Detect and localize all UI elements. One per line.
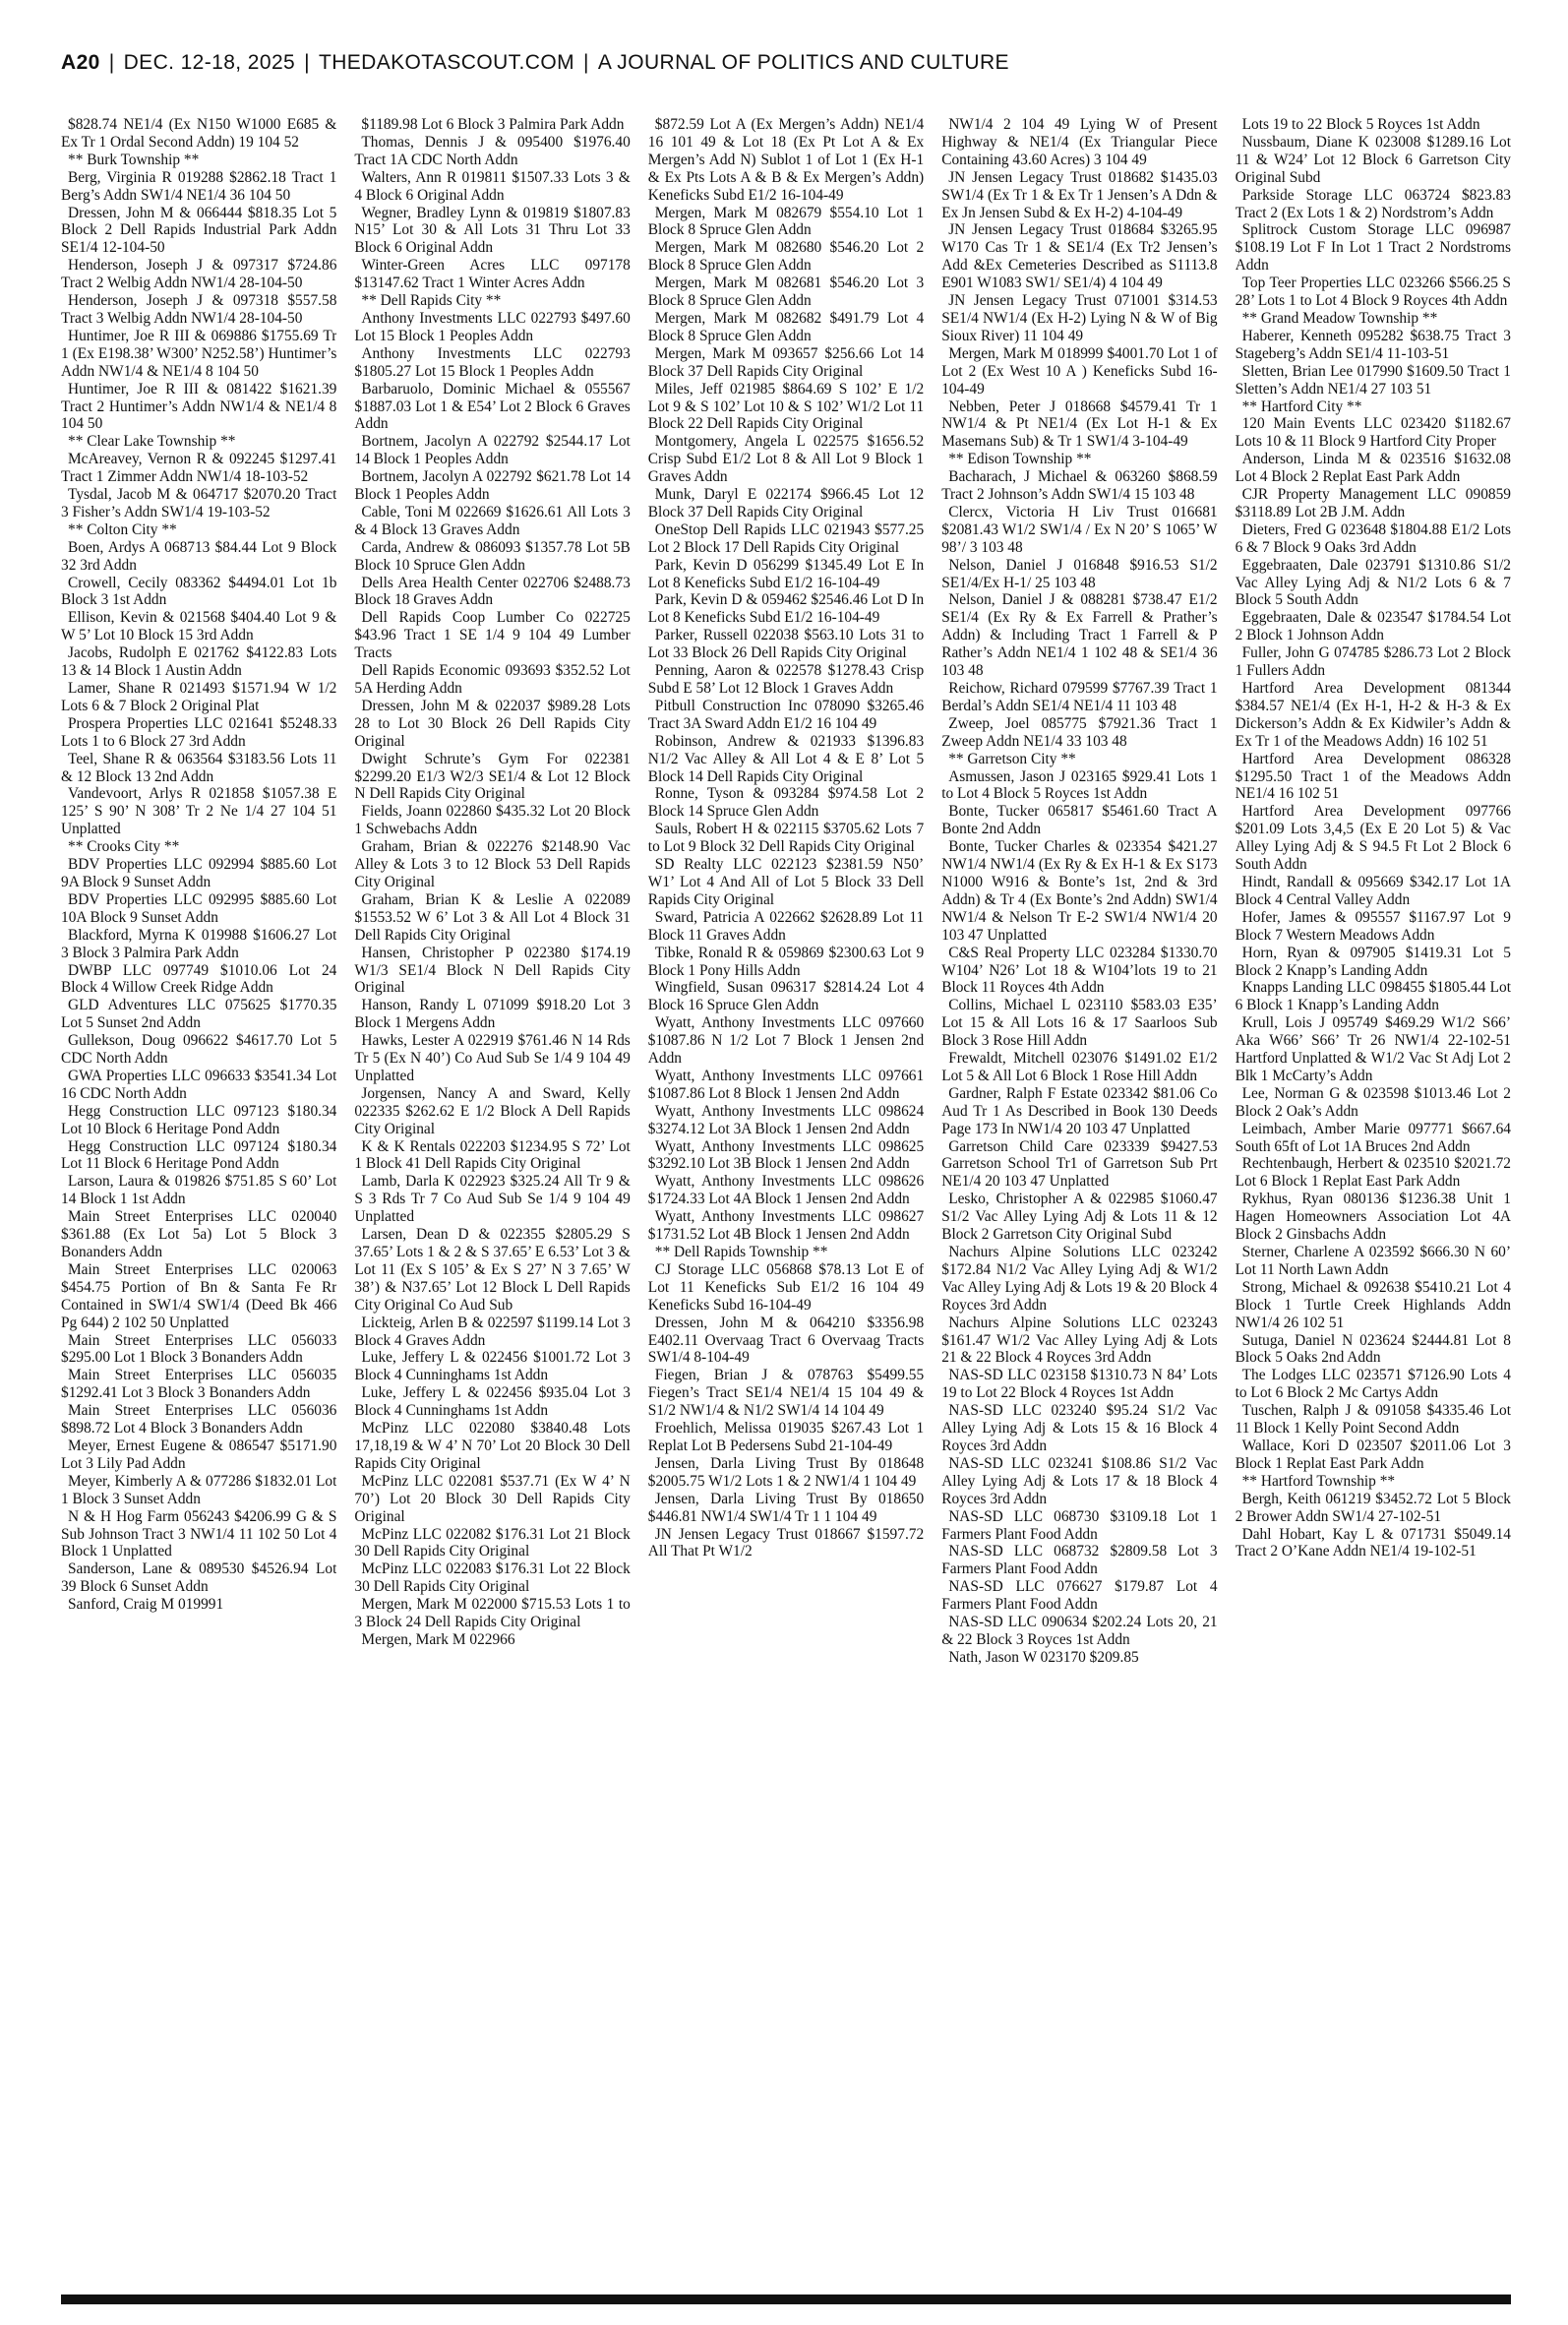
listing-entry: McPinz LLC 022080 $3840.48 Lots 17,18,19 & W 4’ N 70’ Lot 20 Block 30 Dell Rapids City Original bbox=[354, 1420, 631, 1472]
column-2 bbox=[354, 116, 630, 2281]
listing-entry: Lesko, Christopher A & 022985 $1060.47 S1/2 Vac Alley Lying Adj & Lots 11 & 12 Block 2 Garretson City Original Subd bbox=[941, 1191, 1218, 1244]
listing-entry: Hartford Area Development 097766 $201.09 Lots 3,4,5 (Ex E 20 Lot 5) & Vac Alley Lying Adj & S 94.5 Ft Lot 2 Block 6 South Addn bbox=[1235, 803, 1511, 874]
listing-entry: Clercx, Victoria H Liv Trust 016681 $2081.43 W1/2 SW1/4 / Ex N 20’ S 1065’ W 98’/ 3 103 48 bbox=[941, 503, 1218, 556]
site-name: THEDAKOTASCOUT.COM bbox=[318, 51, 574, 74]
listing-entry: Hartford Area Development 081344 $384.57 NE1/4 (Ex H-1, H-2 & H-3 & Ex Dickerson’s Addn & Ex Kidwiler’s Addn & Ex Tr 1 of the Meadows Addn) 16 102 51 bbox=[1235, 680, 1511, 750]
listing-entry: Lots 19 to 22 Block 5 Royces 1st Addn bbox=[1241, 116, 1480, 133]
listing-entry: Bonte, Tucker 065817 $5461.60 Tract A Bonte 2nd Addn bbox=[941, 803, 1218, 838]
listing-entry: The Lodges LLC 023571 $7126.90 Lots 4 to Lot 6 Block 2 Mc Cartys Addn bbox=[1235, 1367, 1511, 1402]
section-heading: ** Clear Lake Township ** bbox=[68, 433, 236, 451]
listing-entry: BDV Properties LLC 092995 $885.60 Lot 10A Block 9 Sunset Addn bbox=[61, 890, 337, 926]
listing-entry: SD Realty LLC 022123 $2381.59 N50’ W1’ Lot 4 And All of Lot 5 Block 33 Dell Rapids City Original bbox=[647, 856, 925, 908]
listing-entry: Wyatt, Anthony Investments LLC 098627 $1731.52 Lot 4B Block 1 Jensen 2nd Addn bbox=[647, 1208, 925, 1244]
listing-entry: Walters, Ann R 019811 $1507.33 Lots 3 & 4 Block 6 Original Addn bbox=[354, 168, 631, 204]
listing-entry: Main Street Enterprises LLC 020063 $454.75 Portion of Bn & Santa Fe Rr Contained in SW1/4 SW1/4 (Deed Bk 466 Pg 644) 2 102 50 Unplatted bbox=[61, 1260, 337, 1331]
masthead-separator: | bbox=[304, 51, 310, 74]
section-heading: ** Colton City ** bbox=[68, 520, 177, 538]
listing-entry: Mergen, Mark M 093657 $256.66 Lot 14 Block 37 Dell Rapids City Original bbox=[647, 344, 925, 380]
listing-entry: Berg, Virginia R 019288 $2862.18 Tract 1 Berg’s Addn SW1/4 NE1/4 36 104 50 bbox=[61, 168, 337, 204]
listing-entry: Nussbaum, Diane K 023008 $1289.16 Lot 11 & W24’ Lot 12 Block 6 Garretson City Original Subd bbox=[1235, 133, 1511, 186]
listing-entry: Main Street Enterprises LLC 056035 $1292.41 Lot 3 Block 3 Bonanders Addn bbox=[61, 1367, 337, 1402]
issue-date: DEC. 12-18, 2025 bbox=[123, 51, 296, 74]
section-heading: ** Hartford Township ** bbox=[1241, 1472, 1396, 1490]
listing-entry: Main Street Enterprises LLC 020040 $361.88 (Ex Lot 5a) Lot 5 Block 3 Bonanders Addn bbox=[61, 1208, 337, 1260]
section-heading: ** Crooks City ** bbox=[68, 838, 180, 856]
listing-entry: $1189.98 Lot 6 Block 3 Palmira Park Addn bbox=[361, 116, 625, 133]
listing-entry: Bacharach, J Michael & 063260 $868.59 Tract 2 Johnson’s Addn SW1/4 15 103 48 bbox=[941, 468, 1218, 504]
listing-entry: Parkside Storage LLC 063724 $823.83 Tract 2 (Ex Lots 1 & 2) Nordstrom’s Addn bbox=[1235, 186, 1511, 221]
listing-entry: Graham, Brian K & Leslie A 022089 $1553.52 W 6’ Lot 3 & All Lot 4 Block 31 Dell Rapids City Original bbox=[354, 890, 631, 944]
listing-entry: Robinson, Andrew & 021933 $1396.83 N1/2 Vac Alley & All Lot 4 & E 8’ Lot 5 Block 14 Dell Rapids City Original bbox=[647, 732, 925, 785]
listing-entry: Mergen, Mark M 022000 $715.53 Lots 1 to 3 Block 24 Dell Rapids City Original bbox=[354, 1596, 631, 1631]
listing-entry: Anthony Investments LLC 022793 $497.60 Lot 15 Block 1 Peoples Addn bbox=[354, 309, 631, 344]
tagline: A JOURNAL OF POLITICS AND CULTURE bbox=[597, 51, 1009, 74]
column-5 bbox=[1236, 116, 1511, 2281]
listing-entry: NW1/4 2 104 49 Lying W of Present Highway & NE1/4 (Ex Triangular Piece Containing 43.60 Acres) 3 104 49 bbox=[941, 116, 1218, 168]
listing-entry: Dwight Schrute’s Gym For 022381 $2299.20 E1/3 W2/3 SE1/4 & Lot 12 Block N Dell Rapids City Original bbox=[354, 750, 631, 803]
listing-entry: Wyatt, Anthony Investments LLC 097661 $1087.86 Lot 8 Block 1 Jensen 2nd Addn bbox=[647, 1067, 925, 1102]
listing-entry: NAS-SD LLC 076627 $179.87 Lot 4 Farmers Plant Food Addn bbox=[941, 1578, 1218, 1614]
listing-entry: Jensen, Darla Living Trust By 018648 $2005.75 W1/2 Lots 1 & 2 NW1/4 1 104 49 bbox=[647, 1454, 925, 1490]
listing-entry: Barbaruolo, Dominic Michael & 055567 $1887.03 Lot 1 & E54’ Lot 2 Block 6 Graves Addn bbox=[354, 380, 631, 433]
listing-entry: Eggebraaten, Dale 023791 $1310.86 S1/2 Vac Alley Lying Adj & N1/2 Lots 6 & 7 Block 5 South Addn bbox=[1235, 556, 1511, 609]
listing-entry: Collins, Michael L 023110 $583.03 E35’ Lot 15 & All Lots 16 & 17 Saarloos Sub Block 3 Rose Hill Addn bbox=[941, 997, 1218, 1050]
listing-entry: Mergen, Mark M 022966 bbox=[361, 1630, 515, 1648]
listing-entry: Main Street Enterprises LLC 056033 $295.00 Lot 1 Block 3 Bonanders Addn bbox=[61, 1331, 337, 1367]
listing-entry: Lickteig, Arlen B & 022597 $1199.14 Lot 3 Block 4 Graves Addn bbox=[354, 1314, 631, 1349]
listing-entry: Sanford, Craig M 019991 bbox=[68, 1596, 224, 1614]
listing-entry: Main Street Enterprises LLC 056036 $898.72 Lot 4 Block 3 Bonanders Addn bbox=[61, 1402, 337, 1438]
listing-entry: Vandevoort, Arlys R 021858 $1057.38 E 125’ S 90’ N 308’ Tr 2 Ne 1/4 27 104 51 Unplatted bbox=[61, 785, 337, 838]
listing-entry: Asmussen, Jason J 023165 $929.41 Lots 1 to Lot 4 Block 5 Royces 1st Addn bbox=[941, 767, 1218, 803]
section-heading: ** Hartford City ** bbox=[1241, 398, 1362, 415]
listing-entry: NAS-SD LLC 068730 $3109.18 Lot 1 Farmers Plant Food Addn bbox=[941, 1507, 1218, 1543]
listing-entry: K & K Rentals 022203 $1234.95 S 72’ Lot 1 Block 41 Dell Rapids City Original bbox=[354, 1137, 631, 1173]
listing-entry: Pitbull Construction Inc 078090 $3265.46 Tract 3A Sward Addn E1/2 16 104 49 bbox=[647, 697, 925, 732]
listing-entry: Dell Rapids Coop Lumber Co 022725 $43.96 Tract 1 SE 1/4 9 104 49 Lumber Tracts bbox=[354, 609, 631, 662]
masthead bbox=[61, 51, 1517, 83]
listing-entry: Fuller, John G 074785 $286.73 Lot 2 Block 1 Fullers Addn bbox=[1235, 644, 1511, 680]
listing-entry: Zweep, Joel 085775 $7921.36 Tract 1 Zweep Addn NE1/4 33 103 48 bbox=[941, 714, 1218, 750]
listing-entry: Hofer, James & 095557 $1167.97 Lot 9 Block 7 Western Meadows Addn bbox=[1235, 908, 1511, 944]
listing-entry: NAS-SD LLC 068732 $2809.58 Lot 3 Farmers Plant Food Addn bbox=[941, 1543, 1218, 1578]
listing-entry: Wingfield, Susan 096317 $2814.24 Lot 4 Block 16 Spruce Glen Addn bbox=[647, 979, 925, 1014]
masthead-separator: | bbox=[582, 51, 589, 74]
listing-entry: Tibke, Ronald R & 059869 $2300.63 Lot 9 Block 1 Pony Hills Addn bbox=[647, 944, 925, 979]
listing-entry: Rechtenbaugh, Herbert & 023510 $2021.72 Lot 6 Block 1 Replat East Park Addn bbox=[1235, 1155, 1511, 1191]
listing-entry: Hanson, Randy L 071099 $918.20 Lot 3 Block 1 Mergens Addn bbox=[354, 997, 631, 1032]
listing-entry: Dieters, Fred G 023648 $1804.88 E1/2 Lots 6 & 7 Block 9 Oaks 3rd Addn bbox=[1235, 520, 1511, 556]
listing-entry: JN Jensen Legacy Trust 018682 $1435.03 SW1/4 (Ex Tr 1 & Ex Tr 1 Jensen’s A Ddn & Ex Jn Jensen Subd & Ex H-2) 4-104-49 bbox=[941, 168, 1218, 221]
listing-entry: Bergh, Keith 061219 $3452.72 Lot 5 Block 2 Brower Addn SW1/4 27-102-51 bbox=[1235, 1490, 1511, 1525]
section-heading: ** Edison Township ** bbox=[948, 451, 1092, 468]
listing-entry: Sanderson, Lane & 089530 $4526.94 Lot 39 Block 6 Sunset Addn bbox=[61, 1560, 337, 1596]
listing-entry: Hawks, Lester A 022919 $761.46 N 14 Rds Tr 5 (Ex N 40’) Co Aud Sub Se 1/4 9 104 49 Unplatted bbox=[354, 1032, 631, 1084]
listing-entry: Montgomery, Angela L 022575 $1656.52 Crisp Subd E1/2 Lot 8 & All Lot 9 Block 1 Graves Addn bbox=[647, 433, 925, 486]
listing-entry: Bonte, Tucker Charles & 023354 $421.27 NW1/4 NW1/4 (Ex Ry & Ex H-1 & Ex S173 N1000 W916 & Bonte’s 1st, 2nd & 3rd Addn) & Tr 4 (Ex Bonte’s 2nd Addn) SW1/4 NW1/4 & Nelson Tr E-2 SW1/4 NW1/4 20 103 47 Unplatted bbox=[941, 838, 1218, 944]
listing-entry: Ellison, Kevin & 021568 $404.40 Lot 9 & W 5’ Lot 10 Block 15 3rd Addn bbox=[61, 609, 337, 644]
legal-notice-columns bbox=[61, 116, 1511, 2281]
listing-entry: Larsen, Dean D & 022355 $2805.29 S 37.65’ Lots 1 & 2 & S 37.65’ E 6.53’ Lot 3 & Lot 11 (Ex S 105’ & Ex S 27’ N 3 7.65’ W 38’) & N37.65’ Lot 12 Block L Dell Rapids City Original Co Aud Sub bbox=[354, 1226, 631, 1314]
section-heading: ** Dell Rapids Township ** bbox=[654, 1244, 828, 1260]
listing-entry: Dressen, John M & 064210 $3356.98 E402.11 Overvaag Tract 6 Overvaag Tracts SW1/4 8-104-49 bbox=[647, 1314, 925, 1367]
section-heading: ** Burk Township ** bbox=[68, 151, 200, 168]
column-4 bbox=[941, 116, 1217, 2281]
listing-entry: Mergen, Mark M 082682 $491.79 Lot 4 Block 8 Spruce Glen Addn bbox=[647, 309, 925, 344]
listing-entry: Froehlich, Melissa 019035 $267.43 Lot 1 Replat Lot B Pedersens Subd 21-104-49 bbox=[647, 1420, 925, 1454]
listing-entry: Dell Rapids Economic 093693 $352.52 Lot 5A Herding Addn bbox=[354, 662, 631, 697]
listing-entry: Anthony Investments LLC 022793 $1805.27 Lot 15 Block 1 Peoples Addn bbox=[354, 344, 631, 380]
listing-entry: Winter-Green Acres LLC 097178 $13147.62 Tract 1 Winter Acres Addn bbox=[354, 257, 631, 292]
listing-entry: Wyatt, Anthony Investments LLC 098626 $1724.33 Lot 4A Block 1 Jensen 2nd Addn bbox=[647, 1173, 925, 1208]
column-3 bbox=[648, 116, 924, 2281]
listing-entry: NAS-SD LLC 023240 $95.24 S1/2 Vac Alley Lying Adj & Lots 15 & 16 Block 4 Royces 3rd Addn bbox=[941, 1402, 1218, 1454]
listing-entry: Meyer, Kimberly A & 077286 $1832.01 Lot 1 Block 3 Sunset Addn bbox=[61, 1472, 337, 1507]
listing-entry: DWBP LLC 097749 $1010.06 Lot 24 Block 4 Willow Creek Ridge Addn bbox=[61, 961, 337, 997]
listing-entry: N & H Hog Farm 056243 $4206.99 G & S Sub Johnson Tract 3 NW1/4 11 102 50 Lot 4 Block 1 Unplatted bbox=[61, 1507, 337, 1560]
listing-entry: Parker, Russell 022038 $563.10 Lots 31 to Lot 33 Block 26 Dell Rapids City Original bbox=[647, 627, 925, 662]
section-heading: ** Garretson City ** bbox=[948, 750, 1076, 767]
bottom-rule bbox=[61, 2294, 1511, 2304]
listing-entry: OneStop Dell Rapids LLC 021943 $577.25 Lot 2 Block 17 Dell Rapids City Original bbox=[647, 520, 925, 556]
listing-entry: NAS-SD LLC 023241 $108.86 S1/2 Vac Alley Lying Adj & Lots 17 & 18 Block 4 Royces 3rd Addn bbox=[941, 1454, 1218, 1507]
listing-entry: Leimbach, Amber Marie 097771 $667.64 South 65ft of Lot 1A Bruces 2nd Addn bbox=[1235, 1120, 1511, 1155]
listing-entry: Mergen, Mark M 082681 $546.20 Lot 3 Block 8 Spruce Glen Addn bbox=[647, 275, 925, 310]
listing-entry: Mergen, Mark M 082679 $554.10 Lot 1 Block 8 Spruce Glen Addn bbox=[647, 204, 925, 239]
listing-entry: JN Jensen Legacy Trust 071001 $314.53 SE1/4 NW1/4 (Ex H-2) Lying N & W of Big Sioux River) 11 104 49 bbox=[941, 292, 1218, 344]
listing-entry: GLD Adventures LLC 075625 $1770.35 Lot 5 Sunset 2nd Addn bbox=[61, 997, 337, 1032]
listing-entry: Luke, Jeffery L & 022456 $1001.72 Lot 3 Block 4 Cunninghams 1st Addn bbox=[354, 1349, 631, 1384]
listing-entry: Krull, Lois J 095749 $469.29 W1/2 S66’ Aka W66’ S66’ Tr 26 NW1/4 22-102-51 Hartford Unplatted & W1/2 Vac St Adj Lot 2 Blk 1 McCarty’s Addn bbox=[1235, 1014, 1511, 1084]
listing-entry: Anderson, Linda M & 023516 $1632.08 Lot 4 Block 2 Replat East Park Addn bbox=[1235, 451, 1511, 486]
listing-entry: $828.74 NE1/4 (Ex N150 W1000 E685 & Ex Tr 1 Ordal Second Addn) 19 104 52 bbox=[61, 116, 337, 151]
listing-entry: McPinz LLC 022082 $176.31 Lot 21 Block 30 Dell Rapids City Original bbox=[354, 1525, 631, 1560]
listing-entry: Tysdal, Jacob M & 064717 $2070.20 Tract 3 Fisher’s Addn SW1/4 19-103-52 bbox=[61, 486, 337, 520]
listing-entry: Hansen, Christopher P 022380 $174.19 W1/3 SE1/4 Block N Dell Rapids City Original bbox=[354, 944, 631, 997]
listing-entry: Huntimer, Joe R III & 069886 $1755.69 Tr 1 (Ex E198.38’ W300’ N252.58’) Huntimer’s Addn NW1/4 & NE1/4 8 104 50 bbox=[61, 327, 337, 380]
listing-entry: JN Jensen Legacy Trust 018684 $3265.95 W170 Cas Tr 1 & SE1/4 (Ex Tr2 Jensen’s Add &Ex Cemeteries Described as S1113.8 E901 W1083 SW1/ SE1/4) 4 104 49 bbox=[941, 221, 1218, 292]
listing-entry: CJ Storage LLC 056868 $78.13 Lot E of Lot 11 Keneficks Sub E1/2 16 104 49 Keneficks Subd 16-104-49 bbox=[647, 1260, 925, 1314]
listing-entry: NAS-SD LLC 023158 $1310.73 N 84’ Lots 19 to Lot 22 Block 4 Royces 1st Addn bbox=[941, 1367, 1218, 1402]
listing-entry: Knapps Landing LLC 098455 $1805.44 Lot 6 Block 1 Knapp’s Landing Addn bbox=[1235, 979, 1511, 1014]
listing-entry: Meyer, Ernest Eugene & 086547 $5171.90 Lot 3 Lily Pad Addn bbox=[61, 1437, 337, 1472]
listing-entry: Nelson, Daniel J & 088281 $738.47 E1/2 SE1/4 (Ex Ry & Ex Farrell & Prather’s Addn) & Including Tract 1 Farrell & P Rather’s Addn NE1/4 1 102 48 & SE1/4 36 103 48 bbox=[941, 591, 1218, 680]
listing-entry: Prospera Properties LLC 021641 $5248.33 Lots 1 to 6 Block 27 3rd Addn bbox=[61, 714, 337, 750]
listing-entry: NAS-SD LLC 090634 $202.24 Lots 20, 21 & 22 Block 3 Royces 1st Addn bbox=[941, 1614, 1218, 1648]
column-1 bbox=[61, 116, 336, 2281]
listing-entry: McAreavey, Vernon R & 092245 $1297.41 Tract 1 Zimmer Addn NW1/4 18-103-52 bbox=[61, 451, 337, 486]
listing-entry: GWA Properties LLC 096633 $3541.34 Lot 16 CDC North Addn bbox=[61, 1067, 337, 1102]
listing-entry: Fiegen, Brian J & 078763 $5499.55 Fiegen’s Tract SE1/4 NE1/4 15 104 49 & S1/2 NW1/4 & N1/2 SW1/4 14 104 49 bbox=[647, 1367, 925, 1420]
listing-entry: Sward, Patricia A 022662 $2628.89 Lot 11 Block 11 Graves Addn bbox=[647, 908, 925, 944]
listing-entry: McPinz LLC 022083 $176.31 Lot 22 Block 30 Dell Rapids City Original bbox=[354, 1560, 631, 1596]
listing-entry: Cable, Toni M 022669 $1626.61 All Lots 3 & 4 Block 13 Graves Addn bbox=[354, 503, 631, 538]
listing-entry: Strong, Michael & 092638 $5410.21 Lot 4 Block 1 Turtle Creek Highlands Addn NW1/4 26 102 51 bbox=[1235, 1278, 1511, 1331]
listing-entry: Hindt, Randall & 095669 $342.17 Lot 1A Block 4 Central Valley Addn bbox=[1235, 873, 1511, 908]
listing-entry: Park, Kevin D 056299 $1345.49 Lot E In Lot 8 Keneficks Subd E1/2 16-104-49 bbox=[647, 556, 925, 591]
section-heading: ** Dell Rapids City ** bbox=[361, 292, 502, 310]
listing-entry: Dressen, John M & 022037 $989.28 Lots 28 to Lot 30 Block 26 Dell Rapids City Original bbox=[354, 697, 631, 750]
listing-entry: Lamer, Shane R 021493 $1571.94 W 1/2 Lots 6 & 7 Block 2 Original Plat bbox=[61, 680, 337, 714]
listing-entry: Rykhus, Ryan 080136 $1236.38 Unit 1 Hagen Homeowners Association Lot 4A Block 2 Ginsbachs Addn bbox=[1235, 1191, 1511, 1244]
listing-entry: Top Teer Properties LLC 023266 $566.25 S 28’ Lots 1 to Lot 4 Block 9 Royces 4th Addn bbox=[1235, 275, 1511, 310]
listing-entry: Larson, Laura & 019826 $751.85 S 60’ Lot 14 Block 1 1st Addn bbox=[61, 1173, 337, 1208]
listing-entry: Dells Area Health Center 022706 $2488.73 Block 18 Graves Addn bbox=[354, 574, 631, 609]
listing-entry: Carda, Andrew & 086093 $1357.78 Lot 5B Block 10 Spruce Glen Addn bbox=[354, 538, 631, 574]
page-number: A20 bbox=[61, 51, 100, 74]
listing-entry: Wallace, Kori D 023507 $2011.06 Lot 3 Block 1 Replat East Park Addn bbox=[1235, 1437, 1511, 1472]
listing-entry: Mergen, Mark M 082680 $546.20 Lot 2 Block 8 Spruce Glen Addn bbox=[647, 239, 925, 275]
listing-entry: Henderson, Joseph J & 097318 $557.58 Tract 3 Welbig Addn NW1/4 28-104-50 bbox=[61, 292, 337, 327]
listing-entry: Jacobs, Rudolph E 021762 $4122.83 Lots 13 & 14 Block 1 Austin Addn bbox=[61, 644, 337, 680]
listing-entry: Nachurs Alpine Solutions LLC 023242 $172.84 N1/2 Vac Alley Lying Adj & W1/2 Vac Alley Lying Adj & Lots 19 & 20 Block 4 Royces 3rd Addn bbox=[941, 1244, 1218, 1314]
listing-entry: Horn, Ryan & 097905 $1419.31 Lot 5 Block 2 Knapp’s Landing Addn bbox=[1235, 944, 1511, 979]
listing-entry: Sterner, Charlene A 023592 $666.30 N 60’ Lot 11 North Lawn Addn bbox=[1235, 1244, 1511, 1278]
listing-entry: Graham, Brian & 022276 $2148.90 Vac Alley & Lots 3 to 12 Block 53 Dell Rapids City Original bbox=[354, 838, 631, 890]
listing-entry: Frewaldt, Mitchell 023076 $1491.02 E1/2 Lot 5 & All Lot 6 Block 1 Rose Hill Addn bbox=[941, 1050, 1218, 1084]
listing-entry: Blackford, Myrna K 019988 $1606.27 Lot 3 Block 3 Palmira Park Addn bbox=[61, 926, 337, 961]
listing-entry: Boen, Ardys A 068713 $84.44 Lot 9 Block 32 3rd Addn bbox=[61, 538, 337, 574]
listing-entry: Hegg Construction LLC 097123 $180.34 Lot 10 Block 6 Heritage Pond Addn bbox=[61, 1102, 337, 1137]
listing-entry: Crowell, Cecily 083362 $4494.01 Lot 1b Block 3 1st Addn bbox=[61, 574, 337, 609]
listing-entry: Nelson, Daniel J 016848 $916.53 S1/2 SE1/4/Ex H-1/ 25 103 48 bbox=[941, 556, 1218, 591]
listing-entry: Dahl Hobart, Kay L & 071731 $5049.14 Tract 2 O’Kane Addn NE1/4 19-102-51 bbox=[1235, 1525, 1511, 1560]
listing-entry: Park, Kevin D & 059462 $2546.46 Lot D In Lot 8 Keneficks Subd E1/2 16-104-49 bbox=[647, 591, 925, 627]
listing-entry: Nath, Jason W 023170 $209.85 bbox=[948, 1648, 1139, 1666]
listing-entry: Tuschen, Ralph J & 091058 $4335.46 Lot 11 Block 1 Kelly Point Second Addn bbox=[1235, 1402, 1511, 1438]
listing-entry: JN Jensen Legacy Trust 018667 $1597.72 All That Pt W1/2 bbox=[647, 1525, 925, 1560]
listing-entry: Dressen, John M & 066444 $818.35 Lot 5 Block 2 Dell Rapids Industrial Park Addn SE1/4 12-104-50 bbox=[61, 204, 337, 257]
listing-entry: Sauls, Robert H & 022115 $3705.62 Lots 7 to Lot 9 Block 32 Dell Rapids City Original bbox=[647, 821, 925, 856]
listing-entry: Nachurs Alpine Solutions LLC 023243 $161.47 W1/2 Vac Alley Lying Adj & Lots 21 & 22 Block 4 Royces 3rd Addn bbox=[941, 1314, 1218, 1367]
listing-entry: Penning, Aaron & 022578 $1278.43 Crisp Subd E 58’ Lot 12 Block 1 Graves Addn bbox=[647, 662, 925, 697]
listing-entry: Huntimer, Joe R III & 081422 $1621.39 Tract 2 Huntimer’s Addn NW1/4 & NE1/4 8 104 50 bbox=[61, 380, 337, 433]
listing-entry: Luke, Jeffery L & 022456 $935.04 Lot 3 Block 4 Cunninghams 1st Addn bbox=[354, 1384, 631, 1420]
listing-entry: Thomas, Dennis J & 095400 $1976.40 Tract 1A CDC North Addn bbox=[354, 133, 631, 168]
masthead-separator: | bbox=[108, 51, 115, 74]
listing-entry: McPinz LLC 022081 $537.71 (Ex W 4’ N 70’) Lot 20 Block 30 Dell Rapids City Original bbox=[354, 1472, 631, 1525]
listing-entry: Eggebraaten, Dale & 023547 $1784.54 Lot 2 Block 1 Johnson Addn bbox=[1235, 609, 1511, 644]
listing-entry: Bortnem, Jacolyn A 022792 $2544.17 Lot 14 Block 1 Peoples Addn bbox=[354, 433, 631, 468]
listing-entry: Wyatt, Anthony Investments LLC 098624 $3274.12 Lot 3A Block 1 Jensen 2nd Addn bbox=[647, 1102, 925, 1137]
listing-entry: Haberer, Kenneth 095282 $638.75 Tract 3 Stageberg’s Addn SE1/4 11-103-51 bbox=[1235, 327, 1511, 362]
listing-entry: Jensen, Darla Living Trust By 018650 $446.81 NW1/4 SW1/4 Tr 1 1 104 49 bbox=[647, 1490, 925, 1525]
listing-entry: Splitrock Custom Storage LLC 096987 $108.19 Lot F In Lot 1 Tract 2 Nordstroms Addn bbox=[1235, 221, 1511, 275]
listing-entry: Gardner, Ralph F Estate 023342 $81.06 Co Aud Tr 1 As Described in Book 130 Deeds Page 173 In NW1/4 20 103 47 Unplatted bbox=[941, 1084, 1218, 1137]
listing-entry: CJR Property Management LLC 090859 $3118.89 Lot 2B J.M. Addn bbox=[1235, 486, 1511, 520]
listing-entry: Wegner, Bradley Lynn & 019819 $1807.83 N15’ Lot 30 & All Lots 31 Thru Lot 33 Block 6 Original Addn bbox=[354, 204, 631, 257]
listing-entry: Sletten, Brian Lee 017990 $1609.50 Tract 1 Sletten’s Addn NE1/4 27 103 51 bbox=[1235, 362, 1511, 398]
listing-entry: Gullekson, Doug 096622 $4617.70 Lot 5 CDC North Addn bbox=[61, 1032, 337, 1068]
listing-entry: Sutuga, Daniel N 023624 $2444.81 Lot 8 Block 5 Oaks 2nd Addn bbox=[1235, 1331, 1511, 1367]
listing-entry: Fields, Joann 022860 $435.32 Lot 20 Block 1 Schwebachs Addn bbox=[354, 803, 631, 838]
listing-entry: Ronne, Tyson & 093284 $974.58 Lot 2 Block 14 Spruce Glen Addn bbox=[647, 785, 925, 821]
listing-entry: C&S Real Property LLC 023284 $1330.70 W104’ N26’ Lot 18 & W104’lots 19 to 21 Block 11 Royces 4th Addn bbox=[941, 944, 1218, 997]
listing-entry: Mergen, Mark M 018999 $4001.70 Lot 1 of Lot 2 (Ex West 10 A ) Keneficks Subd 16-104-49 bbox=[941, 344, 1218, 398]
listing-entry: Miles, Jeff 021985 $864.69 S 102’ E 1/2 Lot 9 & S 102’ Lot 10 & S 102’ W1/2 Lot 11 Block 22 Dell Rapids City Original bbox=[647, 380, 925, 433]
listing-entry: Wyatt, Anthony Investments LLC 098625 $3292.10 Lot 3B Block 1 Jensen 2nd Addn bbox=[647, 1137, 925, 1173]
listing-entry: Hegg Construction LLC 097124 $180.34 Lot 11 Block 6 Heritage Pond Addn bbox=[61, 1137, 337, 1173]
listing-entry: Munk, Daryl E 022174 $966.45 Lot 12 Block 37 Dell Rapids City Original bbox=[647, 486, 925, 520]
listing-entry: Bortnem, Jacolyn A 022792 $621.78 Lot 14 Block 1 Peoples Addn bbox=[354, 468, 631, 504]
listing-entry: Hartford Area Development 086328 $1295.50 Tract 1 of the Meadows Addn NE1/4 16 102 51 bbox=[1235, 750, 1511, 803]
listing-entry: BDV Properties LLC 092994 $885.60 Lot 9A Block 9 Sunset Addn bbox=[61, 856, 337, 890]
section-heading: ** Grand Meadow Township ** bbox=[1241, 309, 1438, 327]
listing-entry: Lee, Norman G & 023598 $1013.46 Lot 2 Block 2 Oak’s Addn bbox=[1235, 1084, 1511, 1120]
listing-entry: Nebben, Peter J 018668 $4579.41 Tr 1 NW1/4 & Pt NE1/4 (Ex Lot H-1 & Ex Masemans Sub) & Tr 1 SW1/4 3-104-49 bbox=[941, 398, 1218, 451]
listing-entry: 120 Main Events LLC 023420 $1182.67 Lots 10 & 11 Block 9 Hartford City Proper bbox=[1235, 415, 1511, 451]
listing-entry: Teel, Shane R & 063564 $3183.56 Lots 11 & 12 Block 13 2nd Addn bbox=[61, 750, 337, 785]
listing-entry: Wyatt, Anthony Investments LLC 097660 $1087.86 N 1/2 Lot 7 Block 1 Jensen 2nd Addn bbox=[647, 1014, 925, 1068]
listing-entry: Reichow, Richard 079599 $7767.39 Tract 1 Berdal’s Addn SE1/4 NE1/4 11 103 48 bbox=[941, 680, 1218, 714]
listing-entry: Jorgensen, Nancy A and Sward, Kelly 022335 $262.62 E 1/2 Block A Dell Rapids City Original bbox=[354, 1084, 631, 1137]
listing-entry: Henderson, Joseph J & 097317 $724.86 Tract 2 Welbig Addn NW1/4 28-104-50 bbox=[61, 257, 337, 292]
listing-entry: Garretson Child Care 023339 $9427.53 Garretson School Tr1 of Garretson Sub Prt NE1/4 20 103 47 Unplatted bbox=[941, 1137, 1218, 1191]
listing-entry: $872.59 Lot A (Ex Mergen’s Addn) NE1/4 16 101 49 & Lot 18 (Ex Pt Lot A & Ex Mergen’s Add N) Sublot 1 of Lot 1 (Ex H-1 & Ex Pts Lots A & B & Ex Mergen’s Addn) Keneficks Subd E1/2 16-104-49 bbox=[647, 116, 925, 204]
listing-entry: Lamb, Darla K 022923 $325.24 All Tr 9 & S 3 Rds Tr 7 Co Aud Sub Se 1/4 9 104 49 Unplatted bbox=[354, 1173, 631, 1226]
